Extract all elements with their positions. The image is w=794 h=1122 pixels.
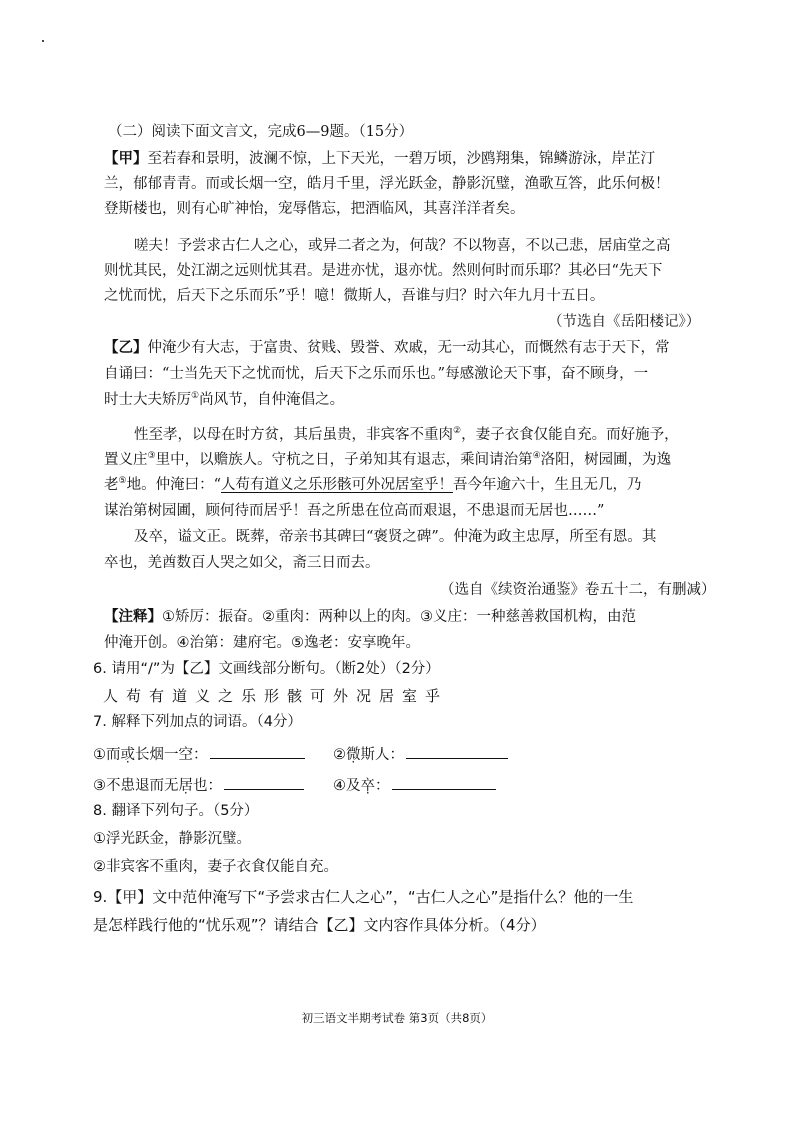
question-6-sentence: 人苟有道义之乐形骸可外况居室乎: [103, 687, 449, 705]
q8-sentence-2: ②非宾客不重肉，妻子衣食仅能自充。: [93, 859, 338, 875]
question-6: 6. 请用“/”为【乙】文画线部分断句。（断2处）（2分）: [93, 661, 440, 677]
question-8: 8. 翻译下列句子。（5分）: [93, 803, 259, 819]
yi-source: （选自《续资治通鉴》卷五十二，有删减）: [440, 582, 716, 598]
yi-paragraph-2-line-4: 谋治第树园圃，顾何待而居乎！吾之所患在位高而艰退，不患退而无居也……”: [104, 503, 605, 519]
jia-paragraph-1-line-2: 兰，郁郁青青。而或长烟一空，皓月千里，浮光跃金，静影沉璧，渔歌互答，此乐何极！: [104, 176, 670, 192]
answer-blank-1[interactable]: [210, 744, 305, 759]
footnote-marker-5: ⑤: [118, 476, 127, 487]
question-7: 7. 解释下列加点的词语。（4分）: [93, 714, 302, 730]
notes-line-2: 仲淹开创。④治第：建府宅。⑤逸老：安享晚年。: [104, 635, 420, 651]
q7-item-2: ②微斯人：: [333, 744, 514, 765]
footnote-marker-3: ③: [147, 451, 156, 462]
jia-paragraph-1-line-1: 【甲】至若春和景明，波澜不惊，上下天光，一碧万顷，沙鸥翔集，锦鳞游泳，岸芷汀: [104, 150, 655, 167]
yi-paragraph-2-line-3: 老⑤地。仲淹曰：“人苟有道义之乐形骸可外况居室乎！吾今年逾六十，生且无几，乃: [104, 476, 642, 493]
answer-blank-4[interactable]: [392, 775, 496, 790]
jia-source: （节选自《岳阳楼记》）: [548, 314, 701, 330]
q7-item-1: ①而或长烟一空：: [93, 744, 311, 765]
underlined-sentence: 人苟有道义之乐形骸可外况居室乎！: [221, 477, 453, 493]
answer-blank-2[interactable]: [406, 744, 508, 759]
q7-item-3: ③不患退而无居也：: [93, 775, 310, 796]
notes-tag: 【注释】: [104, 609, 162, 625]
q8-sentence-1: ①浮光跃金，静影沉璧。: [93, 831, 251, 847]
jia-paragraph-1-line-3: 登斯楼也，则有心旷神怡，宠辱偕忘，把酒临风，其喜洋洋者矣。: [104, 201, 525, 217]
yi-paragraph-3-line-1: 及卒，谥文正。既葬，帝亲书其碑曰“褒贤之碑”。仲淹为政主忠厚，所至有恩。其: [134, 529, 657, 545]
yi-paragraph-1-line-2: 自诵曰：“士当先天下之忧而忧，后天下之乐而乐也。”每感激论天下事，奋不顾身，一: [104, 366, 649, 382]
page-footer: 初三语文半期考试卷 第3页（共8页）: [301, 1011, 493, 1025]
jia-paragraph-2-line-2: 则忧其民，处江湖之远则忧其君。是进亦忧，退亦忧。然则何时而乐耶？其必曰“先天下: [104, 263, 663, 279]
section-heading: （二）阅读下面文言文，完成6—9题。（15分）: [108, 124, 414, 140]
question-9-line-2: 是怎样践行他的“忧乐观”？请结合【乙】文内容作具体分析。（4分）: [93, 916, 546, 934]
yi-tag: 【乙】: [104, 339, 148, 356]
footnote-marker-4: ④: [532, 451, 541, 462]
footnote-marker-2: ②: [453, 426, 462, 437]
jia-tag: 【甲】: [104, 150, 148, 167]
jia-paragraph-2-line-1: 嗟夫！予尝求古仁人之心，或异二者之为，何哉？不以物喜，不以己悲，居庙堂之高: [134, 238, 671, 254]
scan-speck: [42, 40, 44, 42]
q7-item-4: ④及卒：: [333, 775, 502, 796]
question-9-line-1: 9.【甲】文中范仲淹写下“予尝求古仁人之心”，“古仁人之心”是指什么？他的一生: [93, 888, 634, 906]
answer-blank-3[interactable]: [224, 775, 304, 790]
yi-paragraph-1-line-1: 【乙】仲淹少有大志，于富贵、贫贱、毁誉、欢戚，无一动其心，而慨然有志于天下，常: [104, 339, 670, 356]
yi-paragraph-3-line-2: 卒也，羌酋数百人哭之如父，斋三日而去。: [104, 555, 380, 571]
yi-paragraph-2-line-2: 置义庄③里中，以赡族人。守杭之日，子弟知其有退志，乘间请治第④洛阳，树园圃，为逸: [104, 451, 672, 468]
notes-line-1: 【注释】①矫厉：振奋。②重肉：两种以上的肉。③义庄：一种慈善救国机构，由范: [104, 609, 636, 625]
yi-paragraph-2-line-1: 性至孝，以母在时方贫，其后虽贵，非宾客不重肉②，妻子衣食仅能自充。而好施予，: [134, 426, 679, 443]
yi-paragraph-1-line-3: 时士大夫矫厉①尚风节，自仲淹倡之。: [104, 391, 345, 408]
footnote-marker-1: ①: [191, 391, 200, 402]
jia-paragraph-2-line-3: 之忧而忧，后天下之乐而乐”乎！噫！微斯人，吾谁与归？时六年九月十五日。: [104, 288, 605, 304]
